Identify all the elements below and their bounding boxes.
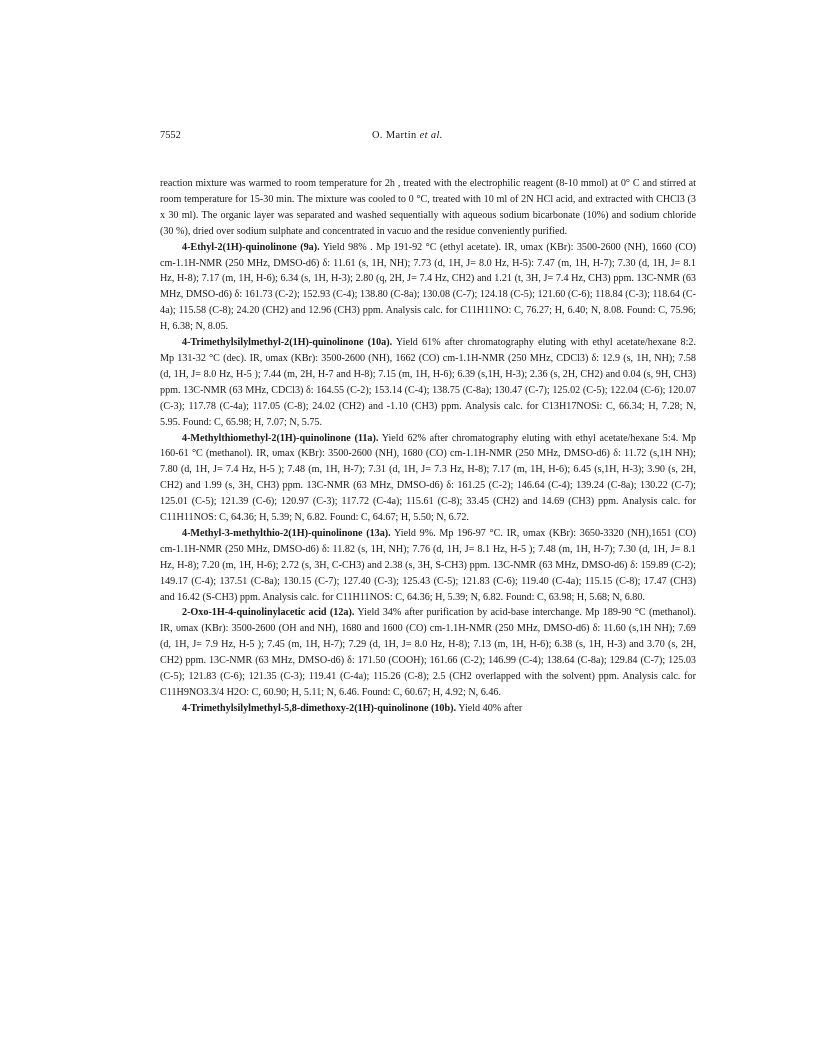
paragraph-text: Yield 61% after chromatography eluting with ethyl acetate/hexane 8:2. Mp 131-32 °C (dec). IR, υmax (KBr): 3500-2600 (NH), 1662 (CO) cm-1.1H-NMR (250 MHz, CDCl3) δ: 12.9 (s, 1H, NH); 7.58 (d, 1H, J= 8.0 Hz, H-5 ); 7.44 (m, 2H, H-7 and H-8); 7.15 (m, 1H, H-6); 6.39 (s,1H, H-3); 2.36 (s, 2H, CH2) and 0.04 (s, 9H, CH3) ppm. 13C-NMR (63 MHz, CDCl3) δ: 164.55 (C-2); 153.14 (C-4); 138.75 (C-8a); 130.47 (C-7); 125.02 (C-5); 122.04 (C-6); 120.07 (C-3); 117.78 (C-4a); 117.05 (C-8); 24.02 (CH2) and -1.10 (CH3) ppm. Analysis calc. for C13H17NOSi: C, 66.34; H, 7.28; N, 5.95. Found: C, 65.98; H, 7.07; N, 5.75.: [160, 337, 697, 428]
page-header: [160, 130, 696, 144]
compound-paragraph-12a: [160, 605, 696, 700]
compound-title: 4-Trimethylsilylmethyl-5,8-dimethoxy-2(1H)-quinolinone (10b).: [182, 702, 457, 714]
compound-title: 4-Methyl-3-methylthio-2(1H)-quinolinone (13a).: [182, 527, 391, 539]
compound-title: 4-Ethyl-2(1H)-quinolinone (9a).: [182, 241, 320, 253]
compound-paragraph-9a: [160, 240, 696, 335]
compound-paragraph-13a: [160, 526, 696, 606]
running-head: [372, 130, 443, 141]
compound-paragraph-10b: [160, 701, 696, 717]
paragraph-text: Yield 34% after purification by acid-base interchange. Mp 189-90 °C (methanol). IR, υmax (KBr): 3500-2600 (OH and NH), 1680 and 1600 (CO) cm-1.1H-NMR (250 MHz, DMSO-d6) δ: 11.60 (s,1H NH); 7.69 (d, 1H, J= 7.9 Hz, H-5 ); 7.45 (m, 1H, H-7); 7.29 (d, 1H, J= 8.0 Hz, H-8); 7.13 (m, 1H, H-6); 6.38 (s, 1H, H-3) and 3.70 (s, 2H, CH2) ppm. 13C-NMR (63 MHz, DMSO-d6) δ: 171.50 (COOH); 161.66 (C-2); 146.99 (C-4); 138.64 (C-8a); 129.84 (C-7); 125.03 (C-5); 121.83 (C-6); 121.35 (C-3); 119.41 (C-4a); 115.26 (C-8); 2.5 (CH2 overlapped with the solvent) ppm. Analysis calc. for C11H9NO3.3/4 H2O: C, 60.90; H, 5.11; N, 6.46. Found: C, 60.67; H, 4.92; N, 6.46.: [160, 607, 696, 698]
compound-title: 4-Methylthiomethyl-2(1H)-quinolinone (11a).: [182, 432, 379, 444]
compound-paragraph-11a: [160, 431, 696, 526]
paragraph-text: reaction mixture was warmed to room temperature for 2h , treated with the electrophilic reagent (8-10 mmol) at 0° C and stirred at room temperature for 15-30 min. The mixture was cooled to 0 °C, treated with 10 ml of 2N HCl acid, and extracted with CHCl3 (3 x 30 ml). The organic layer was separated and washed sequentially with aqueous sodium bicarbonate (10%) and sodium chloride (30 %), dried over sodium sulphate and concentrated in vacuo and the residue conveniently purified.: [160, 178, 696, 237]
compound-paragraph-10a: [160, 335, 696, 430]
author-name: O. Martin: [372, 130, 417, 141]
paragraph-text: Yield 9%. Mp 196-97 °C. IR, υmax (KBr): 3650-3320 (NH),1651 (CO) cm-1.1H-NMR (250 MHz, DMSO-d6) δ: 11.82 (s, 1H, NH); 7.76 (d, 1H, J= 8.1 Hz, H-5 ); 7.48 (m, 1H, H-7); 7.30 (d, 1H, J= 8.1 Hz, H-8); 7.20 (m, 1H, H-6); 2.72 (s, 3H, C-CH3) and 2.38 (s, 3H, S-CH3) ppm. 13C-NMR (63 MHz, DMSO-d6) δ: 159.89 (C-2); 149.17 (C-4); 137.51 (C-8a); 130.15 (C-7); 127.40 (C-3); 125.43 (C-5); 121.83 (C-6); 119.40 (C-4a); 115.15 (C-8); 17.47 (CH3) and 16.42 (S-CH3) ppm. Analysis calc. for C11H11NOS: C, 64.36; H, 5.39; N, 6.82. Found: C, 63.98; H, 5.68; N, 6.80.: [160, 527, 696, 603]
page-number: 7552: [160, 130, 181, 141]
et-al: et al.: [419, 130, 443, 141]
compound-title: 4-Trimethylsilylmethyl-2(1H)-quinolinone (10a).: [182, 337, 393, 349]
article-body: [160, 176, 696, 717]
paragraph-text: Yield 40% after: [458, 702, 523, 714]
compound-title: 2-Oxo-1H-4-quinolinylacetic acid (12a).: [182, 607, 355, 619]
paragraph-text: Yield 98% . Mp 191-92 °C (ethyl acetate). IR, υmax (KBr): 3500-2600 (NH), 1660 (CO) cm-1.1H-NMR (250 MHz, DMSO-d6) δ: 11.61 (s, 1H, NH); 7.73 (d, 1H, J= 8.0 Hz, H-5): 7.47 (m, 1H, H-7); 7.30 (d, 1H, J= 8.1 Hz, H-8); 7.17 (m, 1H, H-6); 6.34 (s, 1H, H-3); 2.80 (q, 2H, J= 7.4 Hz, CH2) and 1.21 (t, 3H, J= 7.4 Hz, CH3) ppm. 13C-NMR (63 MHz, DMSO-d6) δ: 161.73 (C-2); 152.93 (C-4); 138.80 (C-8a); 130.08 (C-7); 124.18 (C-5); 121.60 (C-6); 118.84 (C-3); 118.64 (C-4a); 115.58 (C-8); 24.20 (CH2) and 12.96 (CH3) ppm. Analysis calc. for C11H11NO: C, 76.27; H, 6.40; N, 8.08. Found: C, 75.96; H, 6.38; N, 8.05.: [160, 241, 696, 333]
paragraph-text: Yield 62% after chromatography eluting with ethyl acetate/hexane 5:4. Mp 160-61 °C (methanol). IR, υmax (KBr): 3500-2600 (NH), 1680 (CO) cm-1.1H-NMR (250 MHz, DMSO-d6) δ: 11.72 (s,1H NH); 7.80 (d, 1H, J= 7.4 Hz, H-5 ); 7.48 (m, 1H, H-7); 7.31 (d, 1H, J= 7.3 Hz, H-8); 7.17 (m, 1H, H-6); 6.45 (s,1H, H-3); 3.90 (s, 2H, CH2) and 1.99 (s, 3H, CH3) ppm. 13C-NMR (63 MHz, DMSO-d6) δ: 161.25 (C-2); 146.64 (C-4); 139.24 (C-8a); 130.22 (C-7); 125.01 (C-5); 121.39 (C-6); 120.97 (C-3); 117.72 (C-4a); 115.61 (C-8); 33.45 (CH2) and 14.69 (CH3) ppm. Analysis calc. for C11H11NOS: C, 64.36; H, 5.39; N, 6.82. Found: C, 64.67; H, 5.50; N, 6.72.: [160, 432, 697, 524]
procedure-paragraph: [160, 176, 696, 240]
